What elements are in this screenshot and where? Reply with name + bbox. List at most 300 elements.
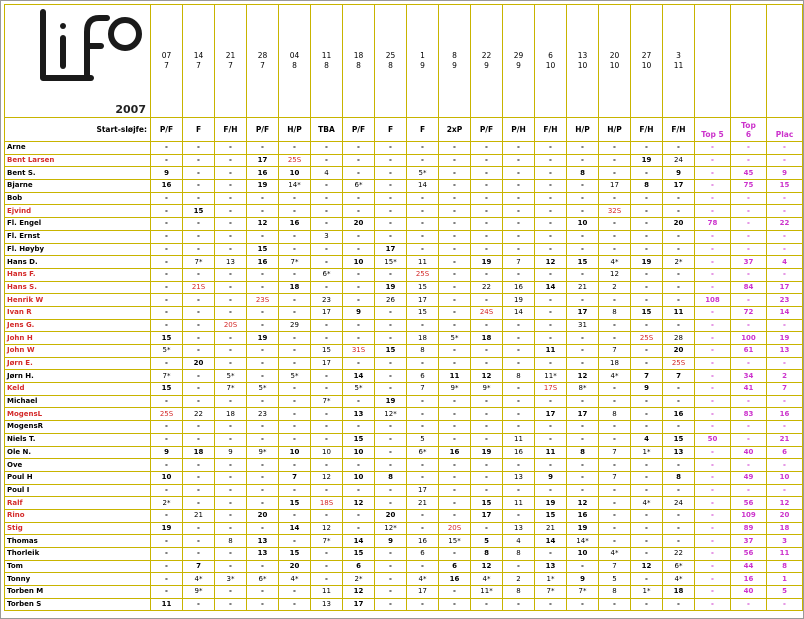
score-cell: 4* — [631, 497, 663, 510]
score-cell: - — [535, 421, 567, 434]
score-cell: 8 — [407, 345, 439, 358]
score-cell: 18 — [183, 446, 215, 459]
player-name: Ove — [5, 459, 151, 472]
player-row — [5, 281, 803, 294]
score-cell: 6* — [311, 268, 343, 281]
top6-cell: - — [731, 268, 767, 281]
score-cell: 26 — [375, 294, 407, 307]
date-day: 11 — [321, 51, 332, 61]
score-cell: - — [631, 294, 663, 307]
score-cell: - — [311, 433, 343, 446]
score-cell: 11 — [151, 598, 183, 611]
plac-cell: - — [767, 395, 803, 408]
date-header — [311, 5, 343, 118]
player-row — [5, 548, 803, 561]
player-name: Jens G. — [5, 319, 151, 332]
score-cell: - — [439, 256, 471, 269]
score-cell: 11 — [407, 256, 439, 269]
score-cell: - — [215, 218, 247, 231]
score-cell: 3 — [311, 230, 343, 243]
plac-cell: - — [767, 357, 803, 370]
score-cell: - — [279, 357, 311, 370]
score-cell: - — [343, 205, 375, 218]
score-cell: - — [279, 535, 311, 548]
score-cell: - — [279, 421, 311, 434]
score-cell: 11 — [535, 345, 567, 358]
score-cell: 11* — [471, 586, 503, 599]
date-day: 1 — [420, 51, 425, 61]
score-cell: 2* — [663, 256, 695, 269]
blank-header-cell — [731, 5, 767, 118]
top5-cell: - — [695, 421, 731, 434]
top5-cell: - — [695, 142, 731, 155]
score-cell: 24S — [471, 306, 503, 319]
score-cell: 12 — [343, 586, 375, 599]
score-cell: - — [663, 459, 695, 472]
date-month: 11 — [673, 61, 684, 70]
player-row — [5, 357, 803, 370]
score-cell: - — [471, 154, 503, 167]
top6-cell: 56 — [731, 497, 767, 510]
score-cell: 1* — [535, 573, 567, 586]
score-cell: - — [599, 395, 631, 408]
score-cell: - — [599, 598, 631, 611]
score-cell: - — [631, 598, 663, 611]
score-cell: - — [599, 535, 631, 548]
score-cell: 19 — [375, 395, 407, 408]
player-name: Rino — [5, 509, 151, 522]
score-cell: - — [247, 268, 279, 281]
date-day: 3 — [676, 51, 681, 61]
score-cell: - — [375, 306, 407, 319]
score-cell: 6 — [407, 370, 439, 383]
player-name: Torben M — [5, 586, 151, 599]
top5-cell: - — [695, 586, 731, 599]
score-cell: - — [439, 586, 471, 599]
score-cell: - — [439, 484, 471, 497]
score-cell: 5* — [279, 370, 311, 383]
score-cell: - — [183, 433, 215, 446]
score-cell: - — [439, 294, 471, 307]
score-cell: - — [535, 357, 567, 370]
top5-cell: 78 — [695, 218, 731, 231]
score-cell: 4* — [183, 573, 215, 586]
score-cell: - — [215, 459, 247, 472]
top5-cell: - — [695, 192, 731, 205]
date-day: 21 — [225, 51, 236, 61]
score-cell: - — [599, 167, 631, 180]
score-cell: - — [503, 218, 535, 231]
score-cell: - — [183, 154, 215, 167]
score-cell: - — [663, 294, 695, 307]
plac-cell: 12 — [767, 497, 803, 510]
score-cell: - — [343, 332, 375, 345]
score-cell: - — [471, 192, 503, 205]
loop-header: F/H — [631, 118, 663, 142]
date-day: 8 — [452, 51, 457, 61]
score-cell: - — [407, 243, 439, 256]
score-cell: 17 — [567, 408, 599, 421]
score-cell: 8 — [471, 548, 503, 561]
top6-header-line2: 6 — [745, 130, 752, 139]
top5-cell: - — [695, 306, 731, 319]
loop-header: P/H — [503, 118, 535, 142]
score-cell: - — [279, 509, 311, 522]
score-cell: - — [215, 345, 247, 358]
score-cell: - — [631, 192, 663, 205]
score-cell: 2* — [151, 497, 183, 510]
score-cell: - — [279, 459, 311, 472]
player-name: Arne — [5, 142, 151, 155]
score-cell: 15 — [247, 243, 279, 256]
score-cell: 8 — [599, 586, 631, 599]
score-cell: - — [215, 471, 247, 484]
date-month: 7 — [164, 61, 169, 70]
player-name: Niels T. — [5, 433, 151, 446]
score-cell: - — [183, 383, 215, 396]
score-cell: 21 — [183, 509, 215, 522]
top5-cell: 50 — [695, 433, 731, 446]
score-cell: 15 — [407, 281, 439, 294]
score-cell: 4* — [407, 573, 439, 586]
score-cell: - — [183, 294, 215, 307]
top5-cell: - — [695, 497, 731, 510]
score-cell: 17 — [247, 154, 279, 167]
score-cell: - — [439, 142, 471, 155]
logo-cell — [5, 5, 151, 118]
loop-header: F/H — [215, 118, 247, 142]
score-cell: - — [151, 433, 183, 446]
score-cell: 7* — [215, 383, 247, 396]
score-cell: - — [247, 319, 279, 332]
score-cell: - — [503, 319, 535, 332]
score-cell: - — [343, 243, 375, 256]
score-cell: 5 — [407, 433, 439, 446]
player-row — [5, 319, 803, 332]
score-cell: - — [599, 509, 631, 522]
score-cell: 6* — [343, 180, 375, 193]
player-row — [5, 167, 803, 180]
score-cell: - — [503, 560, 535, 573]
score-cell: - — [151, 294, 183, 307]
score-cell: 12 — [535, 256, 567, 269]
player-row — [5, 370, 803, 383]
date-day: 27 — [641, 51, 652, 61]
score-cell: - — [183, 142, 215, 155]
score-cell: - — [151, 548, 183, 561]
score-cell: - — [183, 421, 215, 434]
score-cell: - — [503, 167, 535, 180]
score-cell: - — [439, 243, 471, 256]
score-cell: - — [439, 497, 471, 510]
score-cell: - — [183, 332, 215, 345]
score-cell: - — [407, 421, 439, 434]
player-name: MogensR — [5, 421, 151, 434]
score-cell: - — [279, 243, 311, 256]
loop-header: 2xP — [439, 118, 471, 142]
score-cell: - — [631, 205, 663, 218]
score-cell: - — [471, 230, 503, 243]
loop-header: F/H — [535, 118, 567, 142]
score-cell: 15 — [407, 306, 439, 319]
score-cell: - — [631, 395, 663, 408]
date-month: 9 — [516, 61, 521, 70]
score-cell: - — [247, 205, 279, 218]
score-cell: 7 — [631, 370, 663, 383]
date-day: 14 — [193, 51, 204, 61]
score-cell: 12* — [375, 522, 407, 535]
score-cell: - — [215, 306, 247, 319]
score-cell: 4 — [631, 433, 663, 446]
score-cell: 8 — [503, 370, 535, 383]
score-cell: 6 — [343, 560, 375, 573]
score-cell: - — [151, 535, 183, 548]
score-cell: - — [535, 548, 567, 561]
top5-cell: - — [695, 268, 731, 281]
top5-cell: - — [695, 167, 731, 180]
score-cell: - — [535, 294, 567, 307]
score-cell: - — [151, 319, 183, 332]
score-cell: - — [599, 459, 631, 472]
score-cell: 19 — [535, 497, 567, 510]
score-cell: - — [247, 471, 279, 484]
plac-cell: 21 — [767, 433, 803, 446]
score-cell: - — [375, 180, 407, 193]
score-cell: - — [311, 459, 343, 472]
top5-cell: - — [695, 548, 731, 561]
score-cell: - — [567, 357, 599, 370]
date-day: 13 — [577, 51, 588, 61]
score-cell: - — [631, 535, 663, 548]
score-cell: - — [215, 395, 247, 408]
score-cell: - — [183, 319, 215, 332]
score-cell: 25S — [663, 357, 695, 370]
score-cell: - — [215, 281, 247, 294]
score-cell: 2 — [503, 573, 535, 586]
score-cell: - — [631, 408, 663, 421]
date-header — [439, 5, 471, 118]
score-cell: - — [599, 230, 631, 243]
score-cell: 15 — [311, 345, 343, 358]
score-cell: - — [375, 205, 407, 218]
score-cell: - — [503, 142, 535, 155]
score-cell: 15 — [567, 256, 599, 269]
score-cell: 7 — [599, 560, 631, 573]
score-cell: - — [663, 598, 695, 611]
score-cell: 22 — [471, 281, 503, 294]
score-cell: 9 — [343, 306, 375, 319]
plac-cell: 9 — [767, 167, 803, 180]
score-cell: 7* — [151, 370, 183, 383]
score-cell: 6* — [663, 560, 695, 573]
score-cell: 25S — [631, 332, 663, 345]
top5-cell: - — [695, 522, 731, 535]
score-cell: - — [631, 230, 663, 243]
player-name: Henrik W — [5, 294, 151, 307]
player-name: Torben S — [5, 598, 151, 611]
date-header — [151, 5, 183, 118]
top6-cell: 37 — [731, 256, 767, 269]
score-cell: - — [535, 142, 567, 155]
score-cell: - — [375, 459, 407, 472]
score-cell: 17 — [343, 598, 375, 611]
score-cell: - — [183, 218, 215, 231]
loop-header: H/P — [279, 118, 311, 142]
score-cell: 19 — [151, 522, 183, 535]
score-cell: 7 — [599, 471, 631, 484]
score-cell: 8 — [375, 471, 407, 484]
score-cell: - — [375, 142, 407, 155]
score-cell: - — [663, 243, 695, 256]
plac-cell: 19 — [767, 332, 803, 345]
score-cell: 16 — [663, 408, 695, 421]
score-cell: - — [215, 497, 247, 510]
score-cell: - — [311, 509, 343, 522]
score-cell: - — [663, 142, 695, 155]
score-cell: 4 — [503, 535, 535, 548]
player-name: Bent Larsen — [5, 154, 151, 167]
score-cell: 16 — [439, 573, 471, 586]
loop-header: P/F — [151, 118, 183, 142]
date-day: 18 — [353, 51, 364, 61]
top6-cell: 84 — [731, 281, 767, 294]
score-cell: - — [439, 205, 471, 218]
score-cell: - — [503, 268, 535, 281]
score-cell: 18 — [471, 332, 503, 345]
score-cell: - — [215, 421, 247, 434]
top5-cell: - — [695, 535, 731, 548]
score-cell: 32S — [599, 205, 631, 218]
score-cell: 4* — [599, 256, 631, 269]
score-cell: - — [247, 421, 279, 434]
score-cell: - — [407, 509, 439, 522]
score-cell: - — [535, 180, 567, 193]
score-cell: - — [375, 192, 407, 205]
score-cell: - — [663, 395, 695, 408]
score-cell: - — [407, 205, 439, 218]
date-month: 8 — [388, 61, 393, 70]
score-cell: - — [183, 497, 215, 510]
top6-cell: 45 — [731, 167, 767, 180]
start-loop-label: Start-sløjfe: — [5, 118, 151, 142]
score-cell: - — [183, 471, 215, 484]
top6-cell: - — [731, 484, 767, 497]
score-cell: 8 — [599, 306, 631, 319]
score-cell: 31S — [343, 345, 375, 358]
score-cell: 12 — [471, 560, 503, 573]
plac-cell: 5 — [767, 586, 803, 599]
score-cell: - — [375, 497, 407, 510]
player-row — [5, 306, 803, 319]
score-cell: 17S — [535, 383, 567, 396]
score-cell: - — [567, 345, 599, 358]
top5-cell: - — [695, 180, 731, 193]
score-cell: - — [407, 408, 439, 421]
date-header — [631, 5, 663, 118]
player-name: Fl. Ernst — [5, 230, 151, 243]
score-cell: 12 — [311, 522, 343, 535]
score-cell: - — [631, 319, 663, 332]
score-cell: 16 — [247, 256, 279, 269]
score-cell: 8 — [663, 471, 695, 484]
date-month: 8 — [324, 61, 329, 70]
score-cell: 14 — [503, 306, 535, 319]
score-cell: - — [407, 230, 439, 243]
score-cell: 15 — [375, 345, 407, 358]
score-cell: - — [407, 395, 439, 408]
score-cell: 4 — [311, 167, 343, 180]
score-cell: 12 — [567, 497, 599, 510]
player-row — [5, 586, 803, 599]
top5-cell: - — [695, 408, 731, 421]
score-cell: - — [375, 357, 407, 370]
date-month: 9 — [452, 61, 457, 70]
score-cell: - — [503, 205, 535, 218]
player-name: Michael — [5, 395, 151, 408]
score-cell: - — [407, 471, 439, 484]
player-row — [5, 332, 803, 345]
date-month: 9 — [484, 61, 489, 70]
score-cell: - — [375, 332, 407, 345]
loop-header: TBA — [311, 118, 343, 142]
loop-header: F — [183, 118, 215, 142]
score-cell: - — [535, 306, 567, 319]
score-cell: - — [279, 395, 311, 408]
score-cell: 12 — [471, 370, 503, 383]
score-cell: - — [439, 281, 471, 294]
score-cell: - — [535, 319, 567, 332]
score-cell: 13 — [535, 560, 567, 573]
score-cell: - — [471, 408, 503, 421]
score-cell: - — [407, 459, 439, 472]
player-row — [5, 205, 803, 218]
top6-cell: - — [731, 598, 767, 611]
score-cell: - — [599, 142, 631, 155]
score-cell: - — [567, 230, 599, 243]
score-cell: - — [151, 509, 183, 522]
score-cell: - — [247, 357, 279, 370]
player-name: Hans F. — [5, 268, 151, 281]
score-cell: - — [471, 205, 503, 218]
score-cell: - — [567, 471, 599, 484]
top5-cell: - — [695, 383, 731, 396]
score-cell: - — [599, 332, 631, 345]
score-cell: 19 — [503, 294, 535, 307]
score-cell: - — [599, 154, 631, 167]
score-cell: - — [279, 345, 311, 358]
score-cell: - — [471, 471, 503, 484]
score-cell: - — [567, 205, 599, 218]
score-cell: - — [247, 459, 279, 472]
score-cell: - — [567, 421, 599, 434]
score-cell: - — [567, 433, 599, 446]
plac-cell: 22 — [767, 218, 803, 231]
score-cell: 19 — [375, 281, 407, 294]
plac-cell: 11 — [767, 548, 803, 561]
player-row — [5, 421, 803, 434]
score-cell: - — [599, 243, 631, 256]
score-cell: - — [535, 230, 567, 243]
score-cell: 10 — [567, 218, 599, 231]
score-cell: 8 — [599, 408, 631, 421]
top5-cell: - — [695, 370, 731, 383]
score-cell: - — [567, 268, 599, 281]
score-cell: 9 — [215, 446, 247, 459]
date-month: 10 — [577, 61, 588, 70]
score-cell: - — [567, 484, 599, 497]
score-cell: 16 — [407, 535, 439, 548]
top6-cell: 100 — [731, 332, 767, 345]
